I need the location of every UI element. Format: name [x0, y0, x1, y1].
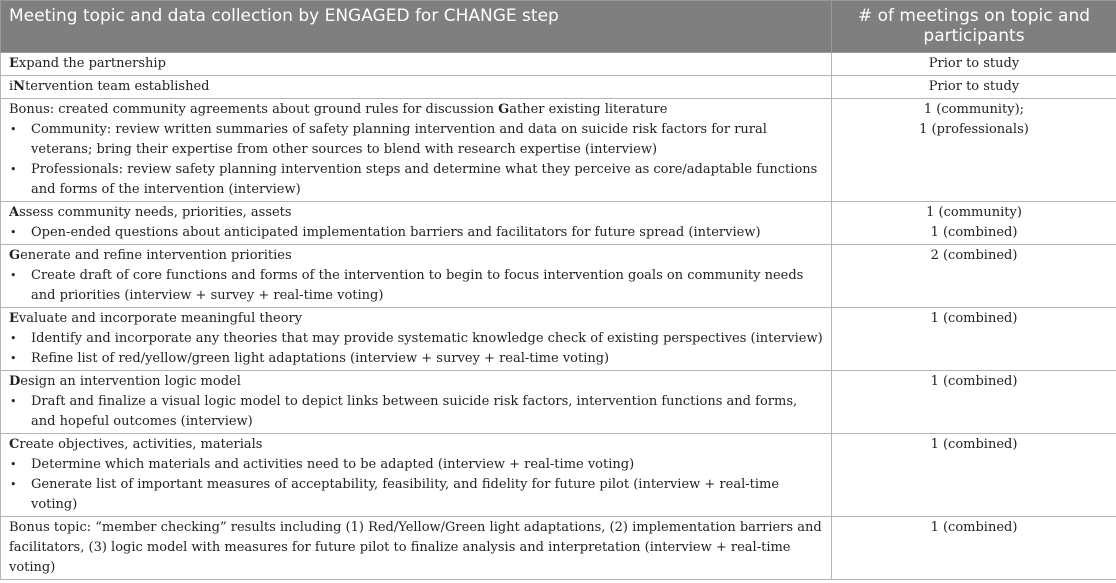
step-letter: E	[9, 311, 19, 326]
count-cell	[832, 99, 1116, 202]
count-cell	[832, 371, 1116, 434]
header-topic: Meeting topic and data collection by ENGAGED for CHANGE step	[1, 1, 832, 53]
step-letter: G	[9, 248, 21, 263]
step-title: Design an intervention logic model	[9, 374, 241, 389]
count-cell	[832, 76, 1116, 99]
bullet-item: • Determine which materials and activities need to be adapted (interview + real-time voting)	[9, 455, 823, 475]
step-title: Create objectives, activities, materials	[9, 437, 263, 452]
bullet-item: • Open-ended questions about anticipated implementation barriers and facilitators for future spread (interview)	[9, 223, 823, 243]
topic-cell	[1, 371, 832, 434]
bullet-item: • Professionals: review safety planning intervention steps and determine what they perceive as core/adaptable functions and forms of the intervention (interview)	[9, 160, 823, 200]
table-row	[1, 53, 1116, 76]
table-row	[1, 76, 1116, 99]
meeting-count: 1 (combined)	[930, 374, 1018, 389]
step-letter: A	[9, 205, 20, 220]
table-row	[1, 517, 1116, 580]
step-letter: D	[9, 374, 21, 389]
table-row	[1, 245, 1116, 308]
meeting-count: Prior to study	[928, 56, 1020, 71]
topic-cell	[1, 202, 832, 245]
meeting-count: Prior to study	[928, 79, 1020, 94]
count-cell	[832, 517, 1116, 580]
meeting-count: 1 (community);	[923, 102, 1025, 117]
table-row	[1, 434, 1116, 517]
bullet-item: • Create draft of core functions and forms of the intervention to begin to focus intervention goals on community needs and priorities (interview + survey + real-time voting)	[9, 266, 823, 306]
topic-cell	[1, 76, 832, 99]
header-row	[1, 1, 1116, 53]
bullet-item: • Generate list of important measures of acceptability, feasibility, and fidelity for future pilot (interview + real-time voting)	[9, 475, 823, 515]
count-cell	[832, 434, 1116, 517]
step-title: Assess community needs, priorities, assets	[9, 205, 292, 220]
bullet-item: • Draft and finalize a visual logic model to depict links between suicide risk factors, intervention functions and forms, and hopeful outcomes (interview)	[9, 392, 823, 432]
bullet-item: • Community: review written summaries of safety planning intervention and data on suicide risk factors for rural veterans; bring their expertise from other sources to blend with research expertise (interview)	[9, 120, 823, 160]
topic-cell	[1, 517, 832, 580]
meeting-count: 1 (combined)	[930, 311, 1018, 326]
topic-cell	[1, 308, 832, 371]
table-row	[1, 308, 1116, 371]
step-letter: C	[9, 437, 20, 452]
meeting-count: 2 (combined)	[930, 248, 1018, 263]
table-row	[1, 371, 1116, 434]
meeting-count: 1 (professionals)	[919, 122, 1029, 137]
count-cell	[832, 308, 1116, 371]
count-cell	[832, 245, 1116, 308]
topic-cell	[1, 53, 832, 76]
step-letter: G	[498, 102, 510, 117]
topic-cell	[1, 245, 832, 308]
meeting-count: 1 (combined)	[930, 437, 1018, 452]
table-row	[1, 202, 1116, 245]
step-title: Evaluate and incorporate meaningful theory	[9, 311, 303, 326]
step-title: Bonus: created community agreements about ground rules for discussion Gather existing literature	[9, 102, 668, 117]
table-row	[1, 99, 1116, 202]
step-letter: N	[13, 79, 26, 94]
count-cell	[832, 202, 1116, 245]
step-title: iNtervention team established	[9, 79, 210, 94]
count-cell	[832, 53, 1116, 76]
topic-cell	[1, 434, 832, 517]
step-title: Bonus topic: “member checking” results including (1) Red/Yellow/Green light adaptations, (2) implementation barriers and facilitators, (3) logic model with measures for future pilot to finalize analysis and interpretation (interview + real-time voting)	[9, 520, 822, 575]
bullet-item: • Identify and incorporate any theories that may provide systematic knowledge check of existing perspectives (interview)	[9, 329, 823, 349]
step-title: Generate and refine intervention priorities	[9, 248, 292, 263]
meeting-count: 1 (community)	[926, 205, 1022, 220]
header-meetings: # of meetings on topic and participants	[832, 1, 1116, 53]
meeting-count: 1 (combined)	[930, 225, 1018, 240]
bullet-item: • Refine list of red/yellow/green light adaptations (interview + survey + real-time voting)	[9, 349, 823, 369]
topic-cell	[1, 99, 832, 202]
step-letter: E	[9, 56, 19, 71]
meeting-count: 1 (combined)	[930, 520, 1018, 535]
step-title: Expand the partnership	[9, 56, 166, 71]
